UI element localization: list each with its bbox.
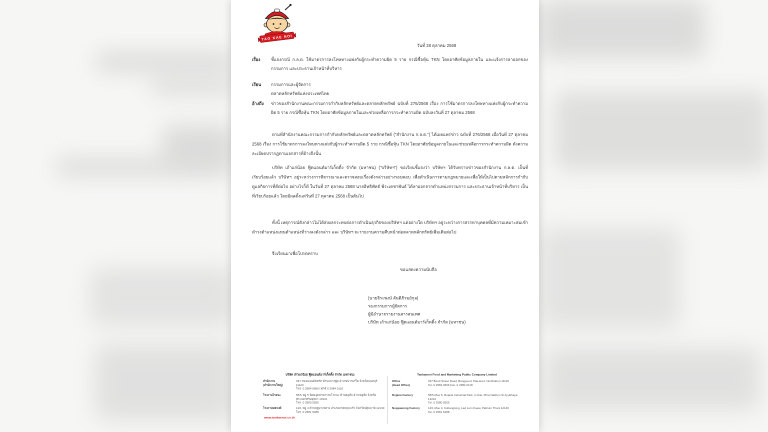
closing-line: จึงเรียนมาเพื่อโปรดทราบ xyxy=(272,251,318,256)
document-paper xyxy=(231,0,539,432)
background-blur-blob xyxy=(55,158,233,176)
background-blur-blob xyxy=(540,0,705,58)
reference-label: อ้างถึง xyxy=(252,101,264,106)
footer-tel: โทร. 0 3580 0555 xyxy=(296,401,319,405)
taokaenoi-mascot-logo xyxy=(253,3,301,43)
footer-tel: Tel. 0 3580 0555 xyxy=(428,401,450,405)
footer-sublabel: (Head Office) xyxy=(392,383,411,387)
signer-name: (นายจิระพงษ์ สันติภิรมย์กุล) xyxy=(368,295,419,301)
mascot-icon xyxy=(253,3,301,43)
background-blur-blob xyxy=(555,92,768,170)
background-blur-blob xyxy=(90,268,235,326)
footer-label: โรงงานโรจนะ xyxy=(263,394,281,397)
footer-label: โรงงานนพวงศ์ xyxy=(263,407,282,410)
background-blur-blob xyxy=(540,228,680,328)
letter-date: วันที่ 28 ตุลาคม 2568 xyxy=(417,43,457,48)
footer-address: 337 Bond Street Road, Bangpood, Pak-kred, Nonthaburi 11120 xyxy=(428,380,509,383)
footer-address: 12/1 Moo 4, Kubanglung, Lad Lum Kaew, Pathum Thani 12140 xyxy=(428,407,509,410)
footer-label: สำนักงาน xyxy=(263,380,276,383)
subject-label: เรื่อง xyxy=(252,57,261,62)
to-line1: กรรมการและผู้จัดการ xyxy=(271,82,311,87)
footer-tel: โทร. 0 2984 0666 เฟกซ์ 0 2984 0118 xyxy=(296,387,344,391)
website-link[interactable]: www.taokaenoi.co.th xyxy=(264,416,295,420)
footer-divider xyxy=(387,376,388,424)
footer-label: Rojana Factory xyxy=(392,394,413,397)
footer-tel: Tel. 0 2984 0666 Fax. 0 2984 0118 xyxy=(428,383,473,387)
footer-sublabel: (สำนักงานใหญ่) xyxy=(263,383,283,387)
reference-text: ข่าวของสำนักงานคณะกรรมการกำกับหลักทรัพย์และตลาดหลักทรัพย์ ฉบับที่ 276/2568 เรื่อง การใช้มาตรการลงโทษทางแพ่งกับผู้กระทำความผิด 5 ราย กรณีซื้อหุ้น TKN โดยอาศัยข้อมูลภายในและช่วยเหลือการกระทำความผิด ฉบับลงวันที่ 27 ตุลาคม 2568 xyxy=(271,101,528,115)
regards-line: ขอแสดงความนับถือ xyxy=(400,267,437,272)
footer-address: 337 ถนนบอนด์สตรีท ตำบลบางพูด อำเภอปากเกร็ด จังหวัดนนทบุรี 11120 xyxy=(296,380,378,387)
background-blur-blob xyxy=(545,348,760,410)
footer-address: 55/5 Moo 5, Rojana Industrial Park, U-thai, Phra Nakhon Si Ayutthaya 13210 xyxy=(428,394,518,401)
footer-label: Noppawong Factory xyxy=(392,407,420,410)
signer-company: บริษัท เถ้าแก่น้อย ฟู๊ดแอนด์มาร์เก็ตติ้ง จำกัด (มหาชน) xyxy=(368,319,466,325)
logo-banner-text: TAO KAE NOI xyxy=(261,33,293,42)
footer-address: 12/1 หมู่ 4 ตำบลคูบางหลวง อำเภอลาดหลุมแก้ว จังหวัดปทุมธานี 12140 xyxy=(296,407,385,410)
footer-company-thai: บริษัท เถ้าแก่น้อย ฟู๊ดแอนด์มาร์เก็ตติ้ง จำกัด (มหาชน) xyxy=(285,373,355,377)
body-paragraph-2: บริษัท เถ้าแก่น้อย ฟู๊ดแอนด์มาร์เก็ตติ้ง จำกัด (มหาชน) ("บริษัทฯ") ขอเรียนชี้แจงว่า บริษัทฯ ได้รับทราบข่าวของสำนักงาน ก.ล.ต. เป็นที่เรียบร้อยแล้ว บริษัทฯ อยู่ระหว่างการพิจารณาและตรวจสอบเรื่องดังกล่าวอย่างรอบคอบ เพื่อดำเนินการตามกฎหมายและเพื่อให้เป็นไปตามหลักการกำกับดูแลกิจการที่ดีต่อไป อย่างไรก็ดี ในวันที่ 27 ตุลาคม 2568 นายอิทธิพัทธ์ พีระเดชาพันธ์ ได้ลาออกจากตำแหน่งกรรมการ และประธานเจ้าหน้าที่บริหาร เป็นที่เรียบร้อยแล้ว โดยมีผลตั้งแต่วันที่ 27 ตุลาคม 2568 เป็นต้นไป xyxy=(252,165,528,199)
footer-address: 55/5 หมู่ 5 นิคมอุตสาหกรรมโรจนะ ตำบลอุทัย อำเภออุทัย จังหวัดพระนครศรีอยุธยา 13210 xyxy=(296,394,377,401)
to-line2: ตลาดหลักทรัพย์แห่งประเทศไทย xyxy=(271,91,330,96)
background-blur-blob xyxy=(95,52,235,72)
footer-tel: Tel. 0 2581 6488 xyxy=(428,410,450,414)
footer-company-english: Taokaenoi Food and Marketing Public Company Limited xyxy=(417,373,497,377)
footer-tel: โทร. 0 2581 6488 xyxy=(296,410,319,414)
background-blur-blob xyxy=(150,78,235,94)
letter-content xyxy=(231,0,539,432)
signature-block xyxy=(368,294,518,326)
subject-text: ชี้แจงกรณี ก.ล.ต. ใช้มาตรการลงโทษทางแพ่งกับผู้กระทำความผิด 5 ราย กรณีซื้อหุ้น TKN โดยอาศัยข้อมูลภายใน และแจ้งการลาออกของกรรมการ และประธานเจ้าหน้าที่บริหาร xyxy=(271,57,528,71)
footer-label: Office xyxy=(392,380,401,383)
to-label: เรียน xyxy=(252,82,262,87)
signer-title-2: ผู้มีอำนาจรายงานสารสนเทศ xyxy=(368,311,421,317)
background-blur-blob xyxy=(95,345,235,420)
body-paragraph-3: ทั้งนี้ เหตุการณ์ดังกล่าวไม่ได้ส่งผลกระทบต่อการดำเนินธุรกิจของบริษัทฯ แต่อย่างใด บริษัทฯ อยู่ระหว่างการสรรหาบุคคลที่มีความเหมาะสมเข้าดำรงตำแหน่งแทนตำแหน่งที่ว่างลงดังกล่าว และ บริษัทฯ จะรายงานความคืบหน้าต่อตลาดหลักทรัพย์เพิ่มเติมต่อไป xyxy=(252,220,528,235)
signer-title-1: รองกรรมการผู้จัดการ xyxy=(368,303,408,309)
body-paragraph-1: ตามที่สำนักงานคณะกรรมการกำกับหลักทรัพย์และตลาดหลักทรัพย์ ("สำนักงาน ก.ล.ต.") ได้เผยแพร่ข่าว ฉบับที่ 276/2568 เมื่อวันที่ 27 ตุลาคม 2568 เรื่อง การใช้มาตรการลงโทษทางแพ่งกับผู้กระทำความผิด 5 ราย กรณีซื้อหุ้น TKN โดยอาศัยข้อมูลภายในและช่วยเหลือการกระทำความผิด ดังความละเอียดปรากฏตามเอกสารที่อ้างถึงนั้น xyxy=(252,132,528,156)
